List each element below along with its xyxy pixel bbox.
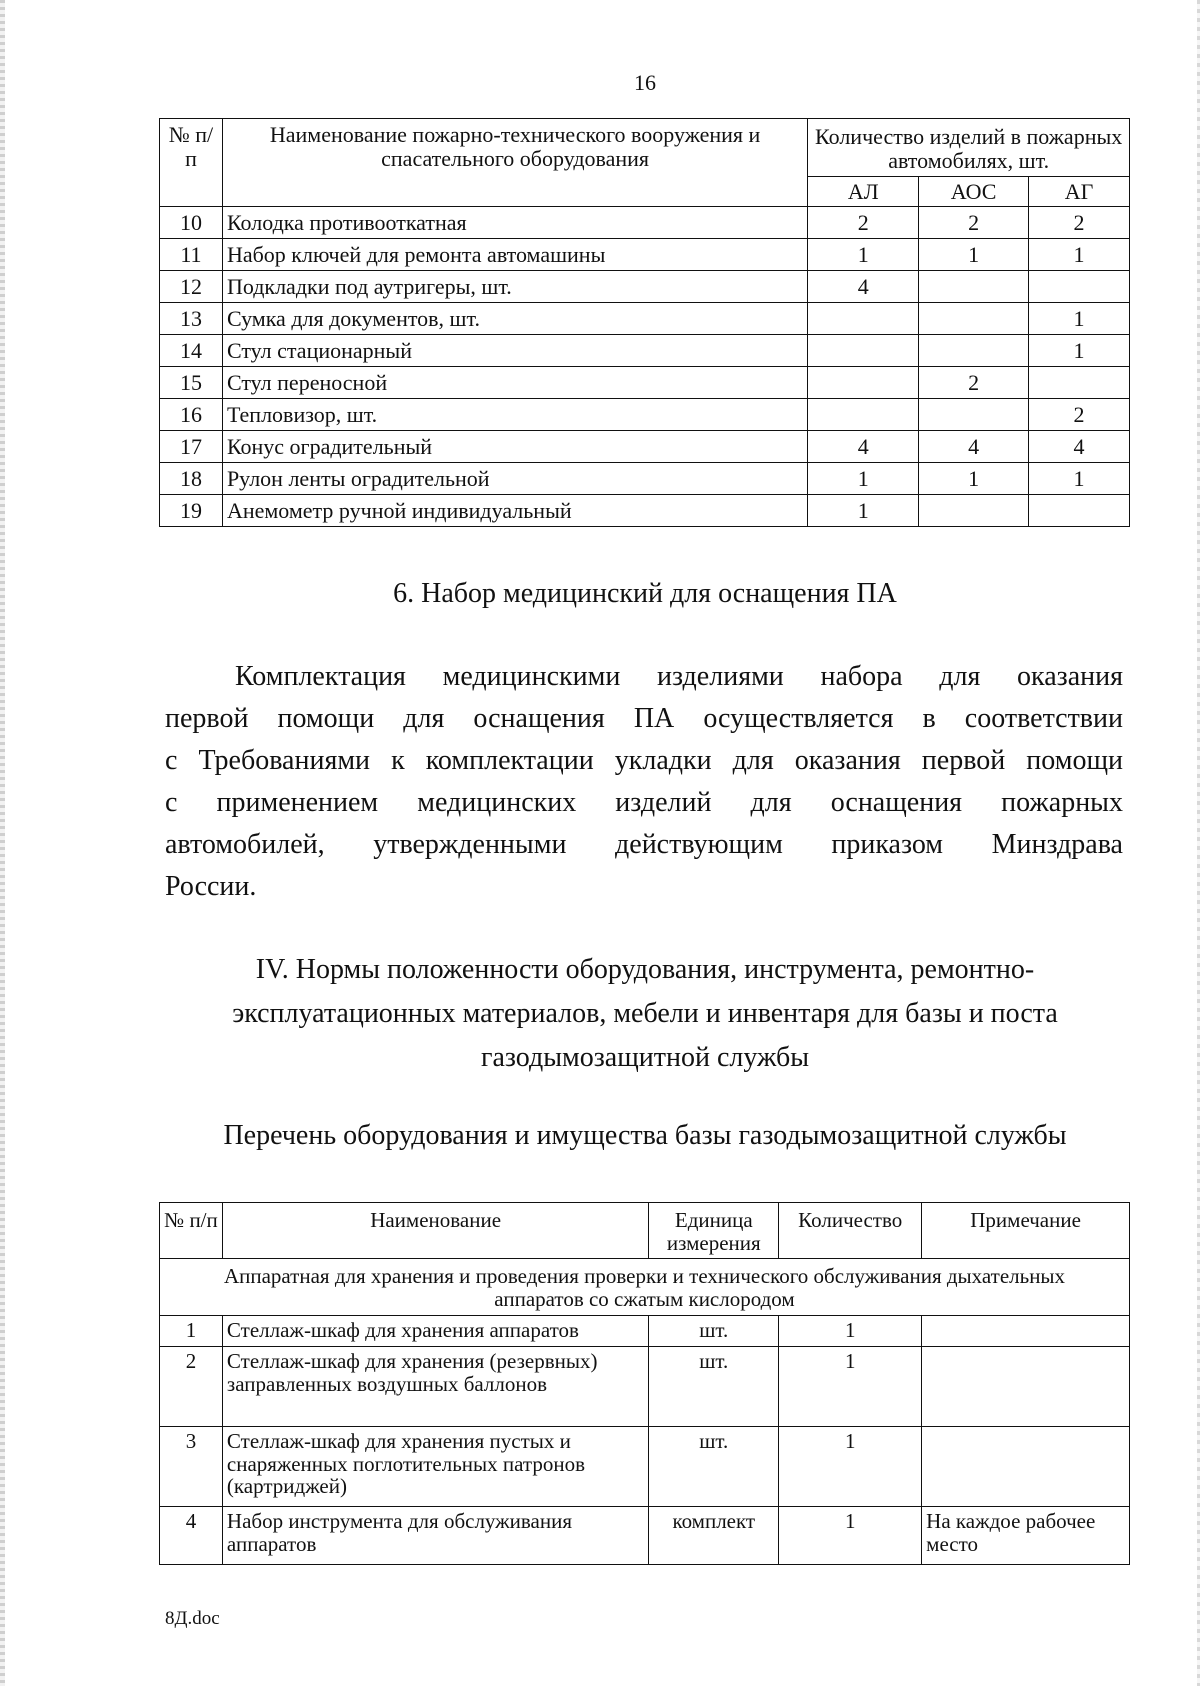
row-aos: 1	[919, 463, 1029, 495]
paragraph-line: России.	[165, 871, 257, 902]
row-num: 11	[160, 239, 223, 271]
row-aos: 2	[919, 207, 1029, 239]
row-num: 3	[160, 1427, 223, 1507]
table-row	[160, 271, 1130, 303]
table-row	[160, 239, 1130, 271]
row-ag: 1	[1029, 303, 1130, 335]
row-note: На каждое рабочее место	[922, 1507, 1130, 1565]
row-al	[808, 399, 919, 431]
gds-equipment-table	[159, 1202, 1130, 1565]
row-aos	[919, 271, 1029, 303]
row-num: 15	[160, 367, 223, 399]
section-iv-heading	[0, 948, 1200, 1080]
row-name: Набор инструмента для обслуживания аппаратов	[222, 1507, 648, 1565]
table-row	[160, 463, 1130, 495]
row-ag: 1	[1029, 239, 1130, 271]
table-row	[160, 367, 1130, 399]
row-qty: 1	[779, 1427, 922, 1507]
row-ag: 2	[1029, 399, 1130, 431]
row-num: 2	[160, 1347, 223, 1427]
header-ag: АГ	[1029, 177, 1130, 207]
row-ag: 1	[1029, 335, 1130, 367]
table-row	[160, 1347, 1130, 1427]
heading-line: газодымозащитной службы	[480, 1042, 810, 1073]
row-ag: 1	[1029, 463, 1130, 495]
row-num: 17	[160, 431, 223, 463]
row-num: 13	[160, 303, 223, 335]
row-num: 19	[160, 495, 223, 527]
row-al: 2	[808, 207, 919, 239]
row-unit: шт.	[649, 1316, 779, 1347]
row-ag	[1029, 367, 1130, 399]
table-row	[160, 207, 1130, 239]
row-num: 10	[160, 207, 223, 239]
table-row	[160, 399, 1130, 431]
row-note	[922, 1427, 1130, 1507]
header-name: Наименование	[222, 1203, 648, 1259]
page-number: 16	[634, 70, 656, 95]
section-6-paragraph	[165, 656, 1123, 908]
paragraph-line: автомобилей, утвержденными действующим приказом Минздрава	[165, 829, 1123, 860]
row-aos	[919, 303, 1029, 335]
row-ag: 4	[1029, 431, 1130, 463]
table-row	[160, 431, 1130, 463]
row-al	[808, 367, 919, 399]
header-qty: Количество изделий в пожарных автомобилях, шт.	[808, 119, 1130, 177]
section-6-title: 6. Набор медицинский для оснащения ПА	[393, 578, 897, 609]
header-unit: Единица измерения	[649, 1203, 779, 1259]
header-aos: АОС	[919, 177, 1029, 207]
header-note: Примечание	[922, 1203, 1130, 1259]
row-al: 1	[808, 495, 919, 527]
row-al	[808, 303, 919, 335]
row-name: Стеллаж-шкаф для хранения аппаратов	[222, 1316, 648, 1347]
table-row	[160, 303, 1130, 335]
heading-line: эксплуатационных материалов, мебели и инвентаря для базы и поста	[232, 998, 1058, 1029]
row-al	[808, 335, 919, 367]
paragraph-line: первой помощи для оснащения ПА осуществляется в соответствии	[165, 703, 1123, 734]
row-note	[922, 1347, 1130, 1427]
table-row	[160, 1507, 1130, 1565]
row-ag	[1029, 495, 1130, 527]
row-name: Стул переносной	[222, 367, 807, 399]
row-num: 14	[160, 335, 223, 367]
row-aos: 2	[919, 367, 1029, 399]
table-row	[160, 335, 1130, 367]
row-al: 1	[808, 239, 919, 271]
row-num: 16	[160, 399, 223, 431]
row-name: Стеллаж-шкаф для хранения (резервных) заправленных воздушных баллонов	[222, 1347, 648, 1427]
equipment-table	[159, 118, 1130, 527]
row-qty: 1	[779, 1316, 922, 1347]
heading-line: IV. Нормы положенности оборудования, инструмента, ремонтно-	[255, 954, 1035, 985]
row-al: 1	[808, 463, 919, 495]
row-num: 12	[160, 271, 223, 303]
row-al: 4	[808, 431, 919, 463]
header-al: АЛ	[808, 177, 919, 207]
row-aos	[919, 335, 1029, 367]
paragraph-line: с Требованиями к комплектации укладки для оказания первой помощи	[165, 745, 1123, 776]
row-aos	[919, 495, 1029, 527]
header-name: Наименование пожарно-технического вооружения и спасательного оборудования	[222, 119, 807, 207]
table-row	[160, 1316, 1130, 1347]
row-qty: 1	[779, 1507, 922, 1565]
table-row	[160, 495, 1130, 527]
table-row	[160, 1427, 1130, 1507]
row-ag: 2	[1029, 207, 1130, 239]
header-qty: Количество	[779, 1203, 922, 1259]
row-name: Конус оградительный	[222, 431, 807, 463]
row-unit: шт.	[649, 1347, 779, 1427]
scan-left-edge	[0, 0, 5, 1686]
group-row: Аппаратная для хранения и проведения проверки и технического обслуживания дыхательных аппаратов со сжатым кислородом	[160, 1259, 1130, 1316]
row-name: Стеллаж-шкаф для хранения пустых и снаряженных поглотительных патронов (картриджей)	[222, 1427, 648, 1507]
row-unit: комплект	[649, 1507, 779, 1565]
row-name: Сумка для документов, шт.	[222, 303, 807, 335]
header-num: № п/п	[160, 119, 223, 207]
paragraph-line: Комплектация медицинскими изделиями набора для оказания	[235, 661, 1123, 692]
row-note	[922, 1316, 1130, 1347]
row-num: 4	[160, 1507, 223, 1565]
row-name: Анемометр ручной индивидуальный	[222, 495, 807, 527]
row-num: 1	[160, 1316, 223, 1347]
row-name: Рулон ленты оградительной	[222, 463, 807, 495]
row-aos: 4	[919, 431, 1029, 463]
row-aos: 1	[919, 239, 1029, 271]
list-title: Перечень оборудования и имущества базы газодымозащитной службы	[223, 1120, 1067, 1151]
paragraph-line: с применением медицинских изделий для оснащения пожарных	[165, 787, 1123, 818]
footer-filename: 8Д.doc	[165, 1608, 220, 1629]
header-num: № п/п	[160, 1203, 223, 1259]
row-name: Колодка противооткатная	[222, 207, 807, 239]
row-name: Тепловизор, шт.	[222, 399, 807, 431]
row-name: Стул стационарный	[222, 335, 807, 367]
row-qty: 1	[779, 1347, 922, 1427]
row-num: 18	[160, 463, 223, 495]
row-name: Набор ключей для ремонта автомашины	[222, 239, 807, 271]
row-name: Подкладки под аутригеры, шт.	[222, 271, 807, 303]
row-ag	[1029, 271, 1130, 303]
row-al: 4	[808, 271, 919, 303]
row-aos	[919, 399, 1029, 431]
row-unit: шт.	[649, 1427, 779, 1507]
